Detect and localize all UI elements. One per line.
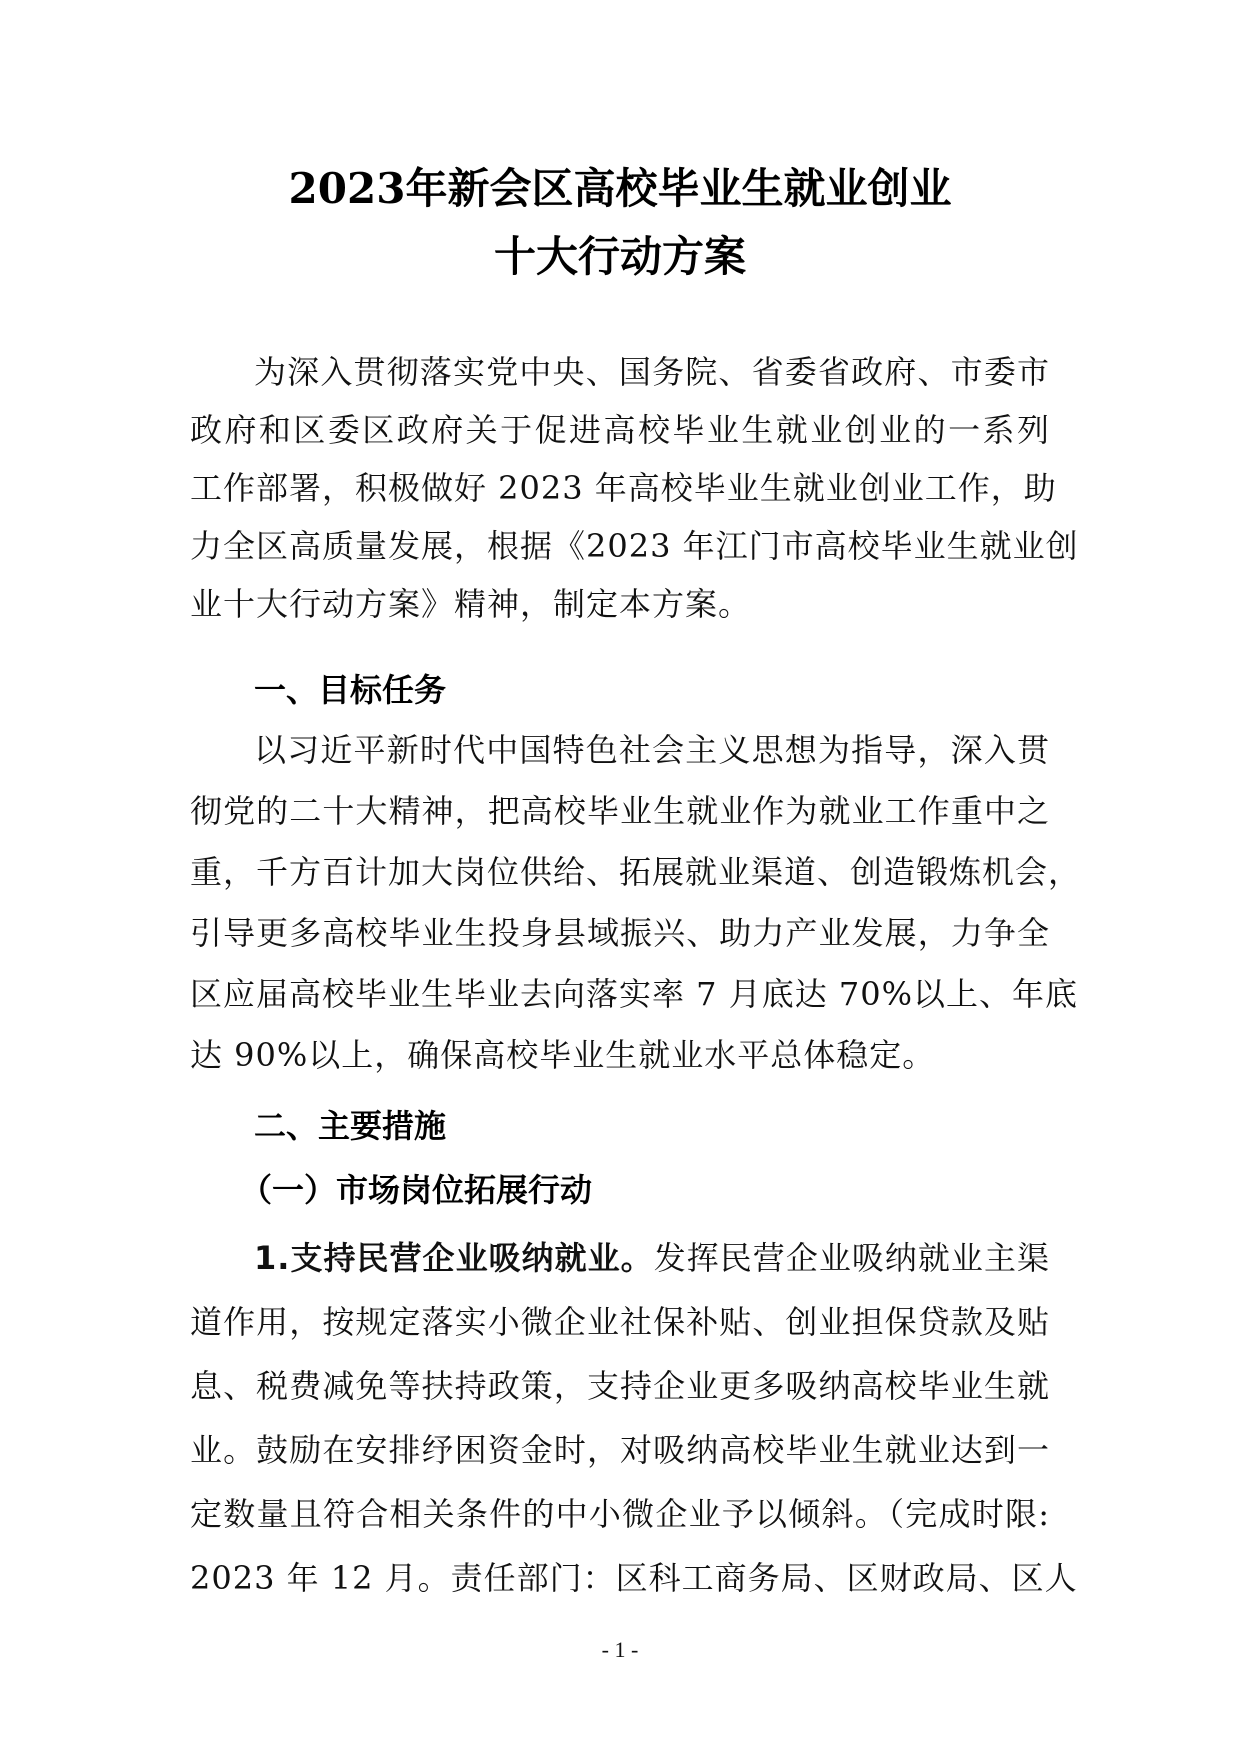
section-heading-measures: 二、主要措施 [254, 1107, 447, 1145]
item1-line: 息、税费减免等扶持政策，支持企业更多吸纳高校毕业生就 [190, 1367, 1050, 1405]
page-number: - 1 - [601, 1637, 639, 1662]
section1-line: 以习近平新时代中国特色社会主义思想为指导，深入贯 [254, 731, 1050, 769]
item1-line: 2023 年 12 月。责任部门：区科工商务局、区财政局、区人 [190, 1559, 1078, 1597]
item1-line: 业。鼓励在安排纾困资金时，对吸纳高校毕业生就业达到一 [190, 1431, 1050, 1469]
subsection-heading-market-jobs: （一）市场岗位拓展行动 [240, 1171, 593, 1209]
document-title-line-1: 2023年新会区高校毕业生就业创业 [288, 164, 952, 213]
intro-line: 业十大行动方案》精神，制定本方案。 [190, 585, 752, 623]
intro-line: 为深入贯彻落实党中央、国务院、省委省政府、市委市 [254, 353, 1050, 391]
item1-first-line [254, 1238, 1050, 1278]
intro-line: 政府和区委区政府关于促进高校毕业生就业创业的一系列 [190, 411, 1050, 449]
item1-lead: 1.支持民营企业吸纳就业。 [254, 1239, 654, 1277]
item1-first-line-rest: 发挥民营企业吸纳就业主渠 [653, 1239, 1050, 1277]
intro-line: 工作部署，积极做好 2023 年高校毕业生就业创业工作，助 [190, 469, 1057, 507]
section-heading-goals: 一、目标任务 [254, 671, 447, 709]
section1-line: 彻党的二十大精神，把高校毕业生就业作为就业工作重中之 [190, 792, 1050, 830]
document-title-line-2: 十大行动方案 [493, 232, 746, 281]
section1-line: 引导更多高校毕业生投身县域振兴、助力产业发展，力争全 [190, 914, 1050, 952]
section1-line: 达 90%以上，确保高校毕业生就业水平总体稳定。 [190, 1036, 936, 1074]
item1-line: 道作用，按规定落实小微企业社保补贴、创业担保贷款及贴 [190, 1303, 1050, 1341]
intro-line: 力全区高质量发展，根据《2023 年江门市高校毕业生就业创 [190, 527, 1079, 565]
item1-line: 定数量且符合相关条件的中小微企业予以倾斜。（完成时限: [190, 1495, 1050, 1533]
section1-line: 区应届高校毕业生毕业去向落实率 7 月底达 70%以上、年底 [190, 975, 1079, 1013]
section1-line: 重，千方百计加大岗位供给、拓展就业渠道、创造锻炼机会， [190, 853, 1082, 891]
